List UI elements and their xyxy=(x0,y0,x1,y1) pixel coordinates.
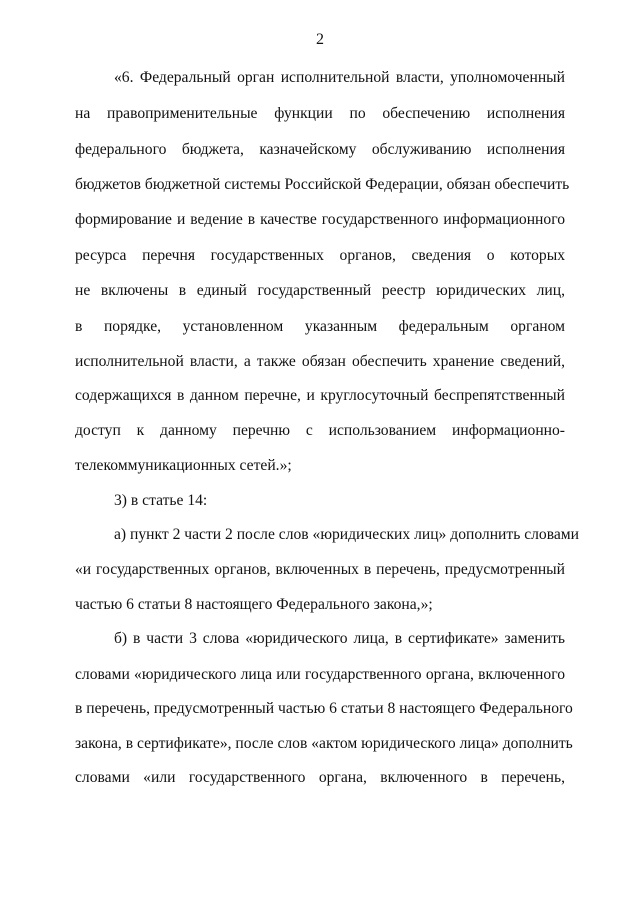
text-line: словами «или государственного органа, включенного в перечень, xyxy=(75,769,565,786)
text-line: а) пункт 2 части 2 после слов «юридических лиц» дополнить словами xyxy=(114,526,580,543)
page-number: 2 xyxy=(316,31,324,48)
text-line: ресурса перечня государственных органов, сведения о которых xyxy=(75,247,565,264)
text-line: в перечень, предусмотренный частью 6 статьи 8 настоящего Федерального xyxy=(75,700,573,717)
text-line: на правоприменительные функции по обеспечению исполнения xyxy=(75,105,565,122)
text-line: «6. Федеральный орган исполнительной власти, уполномоченный xyxy=(114,69,565,86)
text-line: доступ к данному перечню с использованием информационно- xyxy=(75,422,565,439)
article-heading: 3) в статье 14: xyxy=(114,492,208,509)
text-line: формирование и ведение в качестве государственного информационного xyxy=(75,211,565,228)
text-line: словами «юридического лица или государственного органа, включенного xyxy=(75,666,565,683)
text-line: исполнительной власти, а также обязан обеспечить хранение сведений, xyxy=(75,353,565,370)
text-line: телекоммуникационных сетей.»; xyxy=(75,457,292,474)
text-line: б) в части 3 слова «юридического лица, в сертификате» заменить xyxy=(114,630,565,647)
text-line: в порядке, установленном указанным федеральным органом xyxy=(75,318,565,335)
text-line: «и государственных органов, включенных в перечень, предусмотренный xyxy=(75,561,565,578)
text-line: содержащихся в данном перечне, и круглосуточный беспрепятственный xyxy=(75,387,565,404)
text-line: частью 6 статьи 8 настоящего Федерального закона,»; xyxy=(75,596,433,613)
text-line: федерального бюджета, казначейскому обслуживанию исполнения xyxy=(75,141,565,158)
text-line: закона, в сертификате», после слов «актом юридического лица» дополнить xyxy=(75,735,573,752)
text-line: бюджетов бюджетной системы Российской Федерации, обязан обеспечить xyxy=(75,176,570,193)
text-line: не включены в единый государственный реестр юридических лиц, xyxy=(75,282,565,299)
